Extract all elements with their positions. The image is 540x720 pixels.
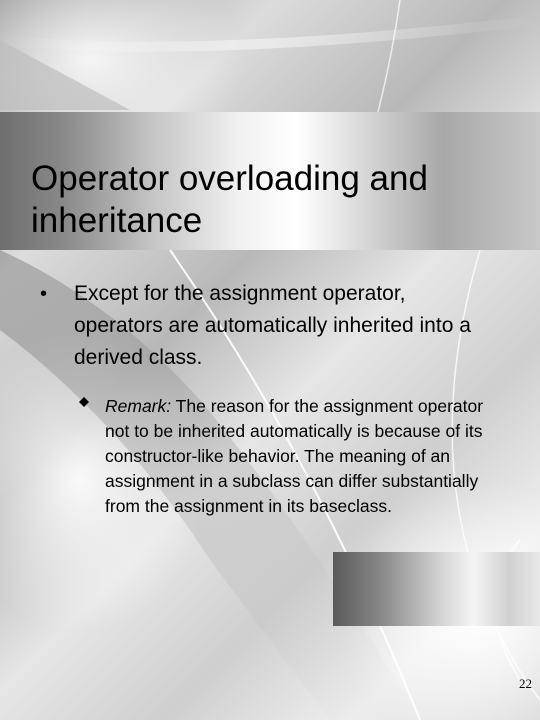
bullet-text: Except for the assignment operator, operators are automatically inherited into a derived class. — [74, 282, 471, 369]
page-number: 22 — [519, 676, 532, 691]
slide-title: Operator overloading and inheritance — [31, 159, 428, 240]
remark-body: The reason for the assignment operator not to be inherited automatically is because of its constructor-like behavior. The meaning of an assignment in a subclass can differ substantially from the assignment in its baseclass. — [105, 396, 484, 516]
remark-label: Remark: — [105, 396, 172, 416]
round-bullet-icon: • — [40, 283, 48, 305]
sub-bullet-text — [105, 394, 510, 519]
diamond-bullet-icon — [79, 397, 89, 407]
decorative-gray-box — [333, 552, 540, 626]
